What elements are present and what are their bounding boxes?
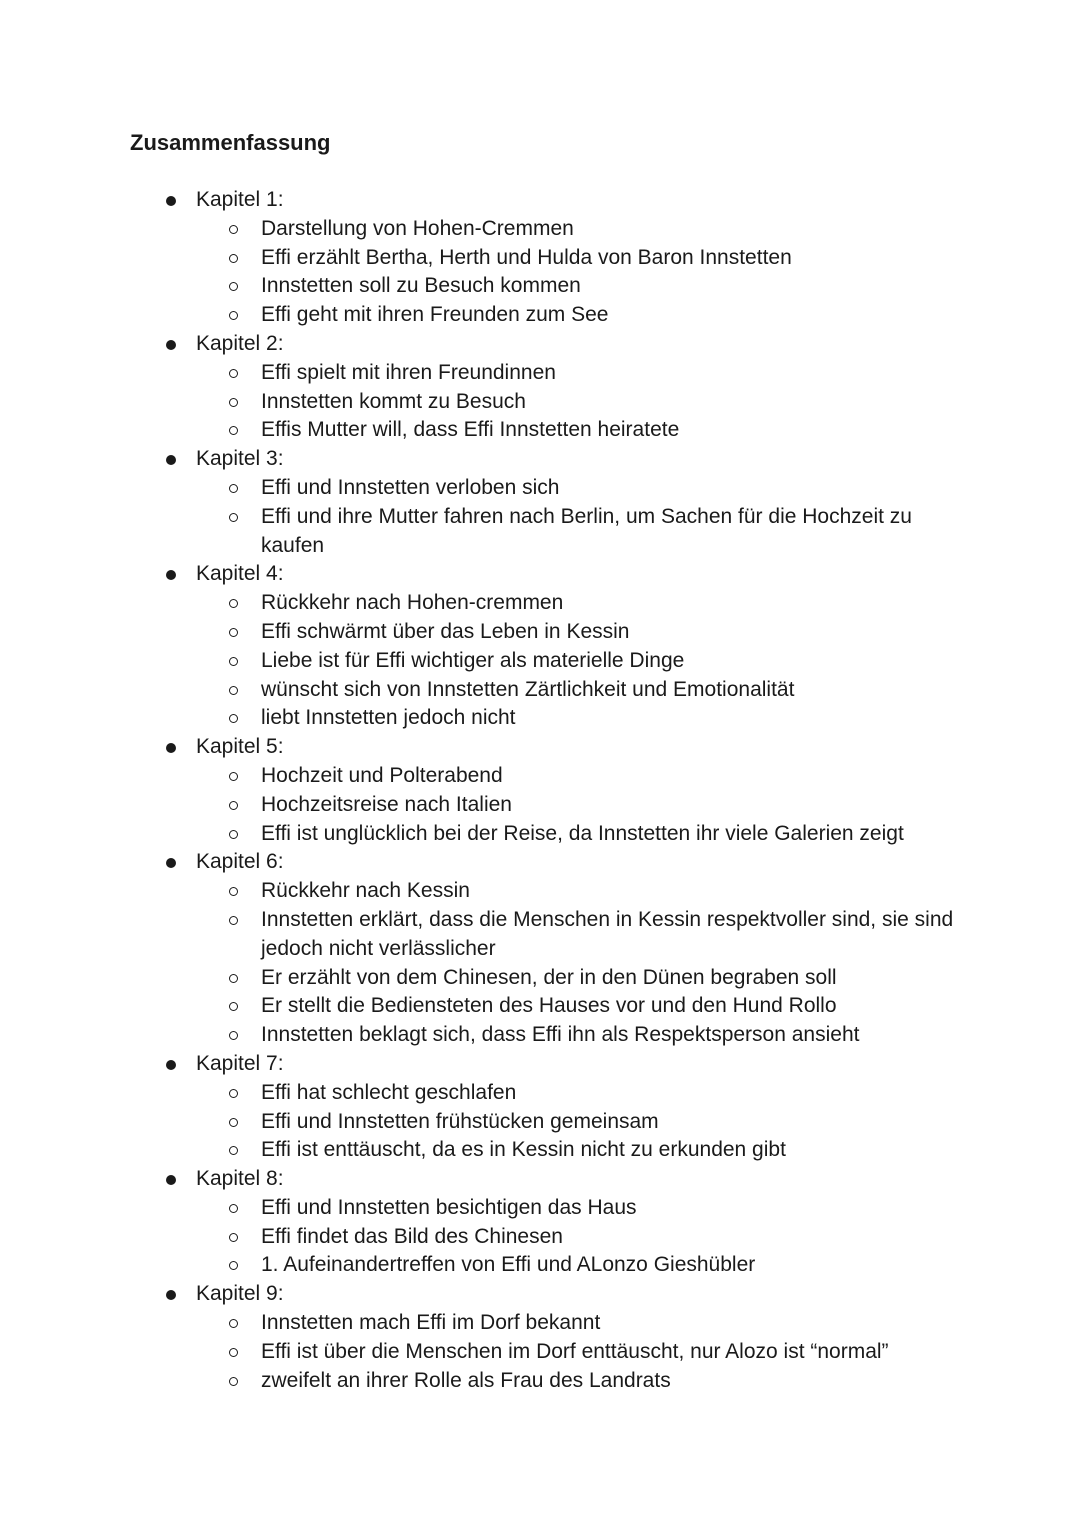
list-item [196, 272, 961, 301]
point-text: zweifelt an ihrer Rolle als Frau des Landrats [261, 1368, 671, 1392]
hollow-bullet-icon [229, 1348, 238, 1357]
hollow-bullet-icon [229, 974, 238, 983]
chapter-label: Kapitel 5: [196, 735, 284, 759]
list-item [196, 820, 961, 849]
chapter-points [196, 215, 1080, 330]
list-item [196, 589, 961, 618]
list-item [196, 1223, 961, 1252]
point-text: Effi und ihre Mutter fahren nach Berlin, um Sachen für die Hochzeit zu kaufen [261, 504, 912, 557]
list-item [196, 906, 961, 964]
list-item [196, 1338, 961, 1367]
chapter-points [196, 1309, 1080, 1395]
hollow-bullet-icon [229, 686, 238, 695]
chapter-points [196, 1194, 1080, 1280]
bullet-icon [166, 1175, 176, 1185]
hollow-bullet-icon [229, 657, 238, 666]
point-text: Effi hat schlecht geschlafen [261, 1080, 517, 1104]
point-text: Innstetten kommt zu Besuch [261, 389, 526, 413]
point-text: Effi ist unglücklich bei der Reise, da Innstetten ihr viele Galerien zeigt [261, 821, 904, 845]
point-text: Innstetten beklagt sich, dass Effi ihn als Respektsperson ansieht [261, 1023, 860, 1047]
chapter-points [196, 589, 1080, 733]
point-text: Effi geht mit ihren Freunden zum See [261, 303, 609, 327]
chapter-points [196, 474, 1080, 560]
chapter-item [0, 330, 1080, 445]
hollow-bullet-icon [229, 1377, 238, 1386]
bullet-icon [166, 858, 176, 868]
chapter-item [0, 1050, 1080, 1165]
hollow-bullet-icon [229, 772, 238, 781]
bullet-icon [166, 743, 176, 753]
hollow-bullet-icon [229, 513, 238, 522]
bullet-icon [166, 340, 176, 350]
hollow-bullet-icon [229, 1319, 238, 1328]
point-text: Liebe ist für Effi wichtiger als materielle Dinge [261, 648, 685, 672]
list-item [196, 1079, 961, 1108]
list-item [196, 791, 961, 820]
list-item [196, 244, 961, 273]
hollow-bullet-icon [229, 1146, 238, 1155]
list-item [196, 1309, 961, 1338]
list-item [196, 964, 961, 993]
hollow-bullet-icon [229, 1261, 238, 1270]
hollow-bullet-icon [229, 1089, 238, 1098]
list-item [196, 388, 961, 417]
hollow-bullet-icon [229, 398, 238, 407]
hollow-bullet-icon [229, 1002, 238, 1011]
chapter-item [0, 1280, 1080, 1395]
hollow-bullet-icon [229, 1118, 238, 1127]
point-text: Er erzählt von dem Chinesen, der in den Dünen begraben soll [261, 965, 837, 989]
hollow-bullet-icon [229, 1233, 238, 1242]
hollow-bullet-icon [229, 599, 238, 608]
hollow-bullet-icon [229, 714, 238, 723]
list-item [196, 992, 961, 1021]
chapter-points [196, 359, 1080, 445]
bullet-icon [166, 455, 176, 465]
chapter-item [0, 848, 1080, 1050]
bullet-icon [166, 196, 176, 206]
list-item [196, 676, 961, 705]
list-item [196, 1194, 961, 1223]
point-text: Rückkehr nach Kessin [261, 879, 470, 903]
chapter-list [0, 186, 1080, 1395]
chapter-label: Kapitel 7: [196, 1051, 284, 1075]
chapter-points [196, 1079, 1080, 1165]
list-item [196, 647, 961, 676]
chapter-item [0, 186, 1080, 330]
list-item [196, 618, 961, 647]
point-text: Effi ist über die Menschen im Dorf enttäuscht, nur Alozo ist “normal” [261, 1339, 889, 1363]
hollow-bullet-icon [229, 282, 238, 291]
point-text: Innstetten soll zu Besuch kommen [261, 274, 581, 298]
point-text: Effi ist enttäuscht, da es in Kessin nicht zu erkunden gibt [261, 1138, 786, 1162]
chapter-item [0, 1165, 1080, 1280]
bullet-icon [166, 1060, 176, 1070]
hollow-bullet-icon [229, 484, 238, 493]
point-text: Hochzeit und Polterabend [261, 763, 503, 787]
chapter-label: Kapitel 4: [196, 562, 284, 586]
list-item [196, 1367, 961, 1396]
hollow-bullet-icon [229, 801, 238, 810]
list-item [196, 877, 961, 906]
point-text: wünscht sich von Innstetten Zärtlichkeit und Emotionalität [261, 677, 795, 701]
list-item [196, 762, 961, 791]
point-text: Effi erzählt Bertha, Herth und Hulda von Baron Innstetten [261, 245, 792, 269]
chapter-item [0, 445, 1080, 560]
chapter-label: Kapitel 1: [196, 188, 284, 211]
list-item [196, 503, 961, 561]
hollow-bullet-icon [229, 830, 238, 839]
point-text: Hochzeitsreise nach Italien [261, 792, 512, 816]
list-item [196, 359, 961, 388]
hollow-bullet-icon [229, 254, 238, 263]
hollow-bullet-icon [229, 887, 238, 896]
list-item [196, 474, 961, 503]
chapter-label: Kapitel 6: [196, 850, 284, 874]
point-text: Effis Mutter will, dass Effi Innstetten heiratete [261, 418, 680, 442]
point-text: 1. Aufeinandertreffen von Effi und ALonzo Gieshübler [261, 1253, 756, 1277]
chapter-label: Kapitel 9: [196, 1282, 284, 1306]
chapter-label: Kapitel 8: [196, 1167, 284, 1191]
page-title: Zusammenfassung [130, 130, 331, 155]
bullet-icon [166, 1290, 176, 1300]
point-text: Effi spielt mit ihren Freundinnen [261, 360, 556, 384]
list-item [196, 1251, 961, 1280]
point-text: Effi und Innstetten verloben sich [261, 475, 560, 499]
chapter-label: Kapitel 2: [196, 331, 284, 355]
hollow-bullet-icon [229, 1031, 238, 1040]
list-item [196, 416, 961, 445]
chapter-label: Kapitel 3: [196, 447, 284, 471]
hollow-bullet-icon [229, 426, 238, 435]
hollow-bullet-icon [229, 369, 238, 378]
list-item [196, 301, 961, 330]
point-text: Darstellung von Hohen-Cremmen [261, 216, 574, 240]
point-text: Er stellt die Bediensteten des Hauses vor und den Hund Rollo [261, 994, 837, 1018]
list-item [196, 1136, 961, 1165]
point-text: Rückkehr nach Hohen-cremmen [261, 591, 564, 615]
hollow-bullet-icon [229, 311, 238, 320]
chapter-points [196, 762, 1080, 848]
point-text: Effi und Innstetten besichtigen das Haus [261, 1195, 637, 1219]
point-text: Effi und Innstetten frühstücken gemeinsam [261, 1109, 659, 1133]
chapter-item [0, 560, 1080, 733]
point-text: Effi schwärmt über das Leben in Kessin [261, 619, 630, 643]
hollow-bullet-icon [229, 628, 238, 637]
list-item [196, 215, 961, 244]
list-item [196, 1108, 961, 1137]
list-item [196, 704, 961, 733]
chapter-points [196, 877, 1080, 1050]
point-text: Effi findet das Bild des Chinesen [261, 1224, 563, 1248]
hollow-bullet-icon [229, 1204, 238, 1213]
hollow-bullet-icon [229, 916, 238, 925]
chapter-item [0, 733, 1080, 848]
point-text: Innstetten mach Effi im Dorf bekannt [261, 1311, 601, 1335]
hollow-bullet-icon [229, 225, 238, 234]
point-text: Innstetten erklärt, dass die Menschen in Kessin respektvoller sind, sie sind jedoch nicht verlässlicher [261, 907, 954, 960]
list-item [196, 1021, 961, 1050]
bullet-icon [166, 570, 176, 580]
point-text: liebt Innstetten jedoch nicht [261, 706, 516, 730]
